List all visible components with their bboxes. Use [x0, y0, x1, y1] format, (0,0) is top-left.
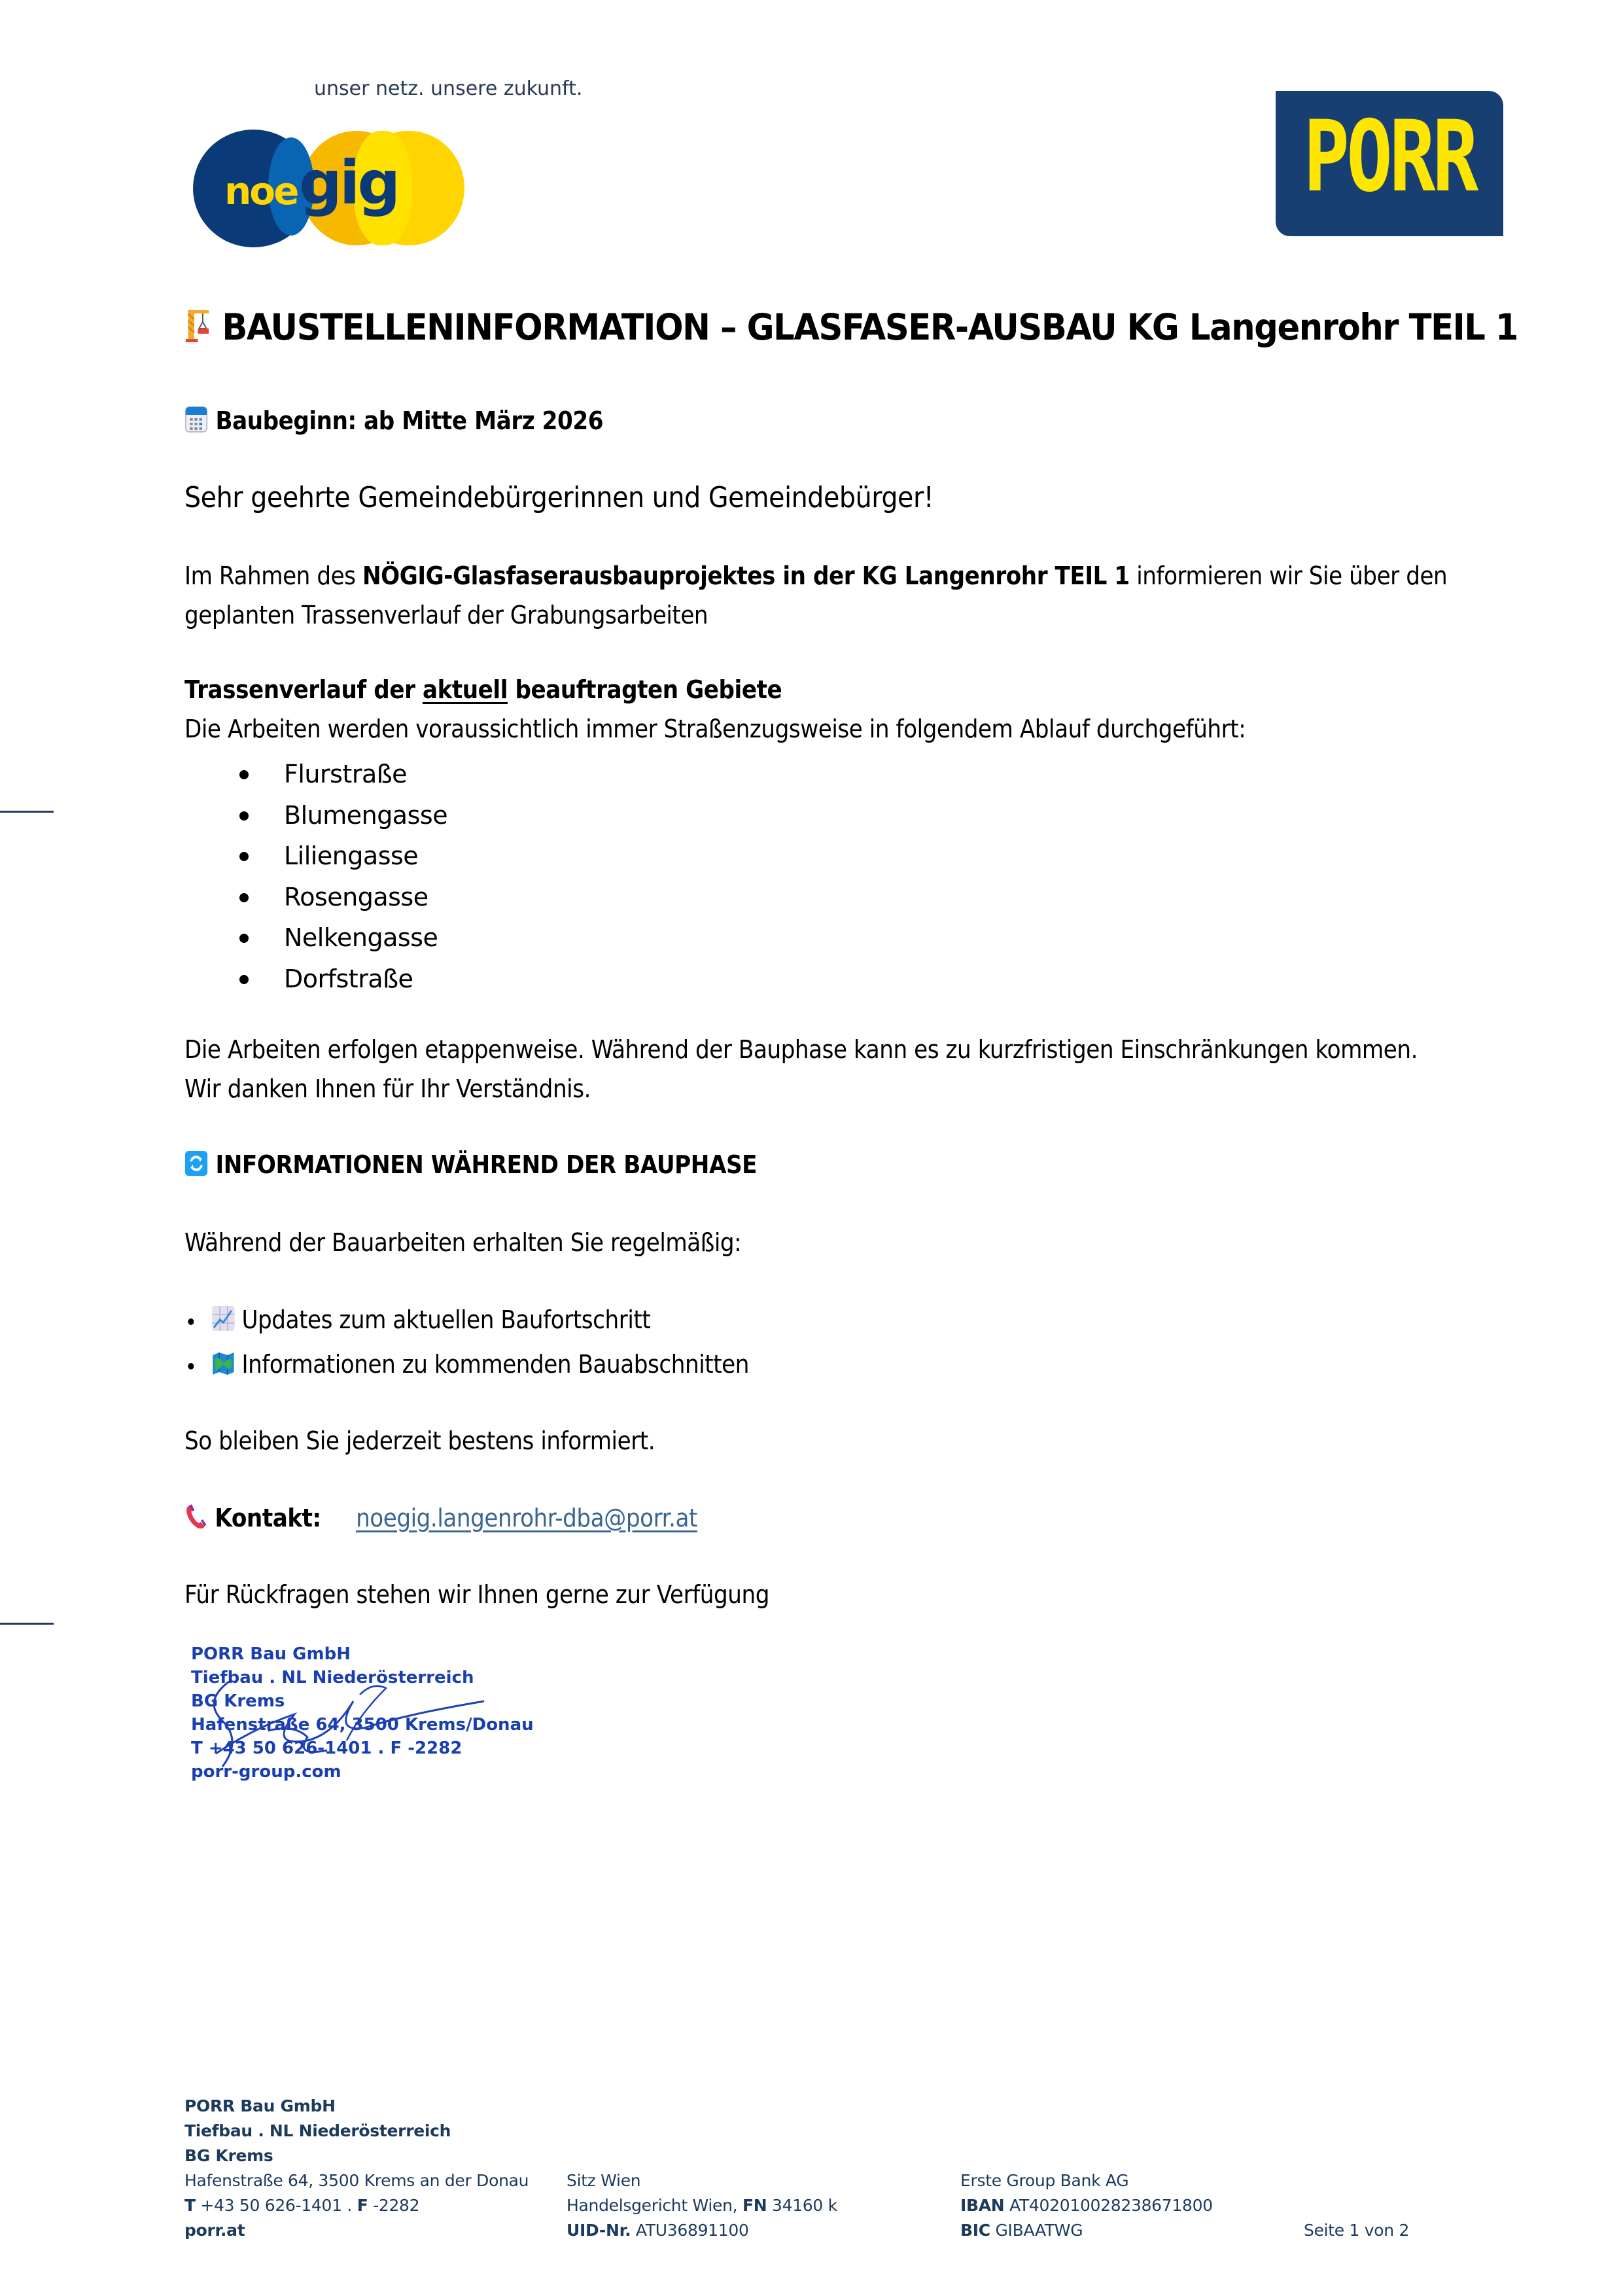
contact-email-link[interactable]: noegig.langenrohr-dba@porr.at	[356, 1504, 697, 1532]
street-name: Rosengasse	[284, 882, 428, 911]
stamp-line: PORR Bau GmbH	[191, 1644, 351, 1664]
bullet-dot	[239, 975, 249, 984]
intro-text: Im Rahmen des	[184, 561, 362, 590]
signature	[190, 1675, 491, 1780]
street-name: Blumengasse	[284, 800, 448, 830]
info-intro: Während der Bauarbeiten erhalten Sie regelmäßig:	[184, 1228, 742, 1257]
footer-company-block	[184, 2094, 529, 2243]
bullet-dot	[239, 852, 249, 861]
route-heading-post: beauftragten Gebiete	[507, 675, 782, 704]
fold-mark-bottom	[0, 1623, 54, 1625]
info-closing: So bleiben Sie jederzeit bestens informiert.	[184, 1426, 655, 1455]
route-heading-underlined: aktuell	[422, 675, 508, 704]
noegig-tagline: unser netz. unsere zukunft.	[314, 77, 583, 100]
street-name: Liliengasse	[284, 841, 419, 870]
footer-legal-block	[567, 2168, 837, 2243]
route-heading-pre: Trassenverlauf der	[184, 675, 423, 704]
footer-branch: BG Krems	[184, 2146, 273, 2165]
footer-iban-label: IBAN	[960, 2196, 1005, 2215]
footer-web: porr.at	[184, 2221, 245, 2240]
fold-mark-top	[0, 811, 54, 813]
intro-text-end: informieren wir Sie über den	[1129, 561, 1448, 590]
chart-increasing-icon	[211, 1305, 235, 1337]
footer-division: Tiefbau . NL Niederösterreich	[184, 2121, 451, 2140]
stamp-line: BG Krems	[191, 1691, 285, 1711]
street-list-item	[184, 754, 447, 795]
footer-uid-label: UID-Nr.	[567, 2221, 631, 2240]
info-item-text: Informationen zu kommenden Bauabschnitten	[241, 1350, 750, 1379]
stamp-line: Hafenstraße 64, 3500 Krems/Donau	[191, 1715, 534, 1735]
info-heading	[184, 1150, 757, 1182]
street-list-item	[184, 917, 447, 959]
stamp-line: Tiefbau . NL Niederösterreich	[191, 1668, 474, 1687]
info-heading-text: INFORMATIONEN WÄHREND DER BAUPHASE	[215, 1150, 758, 1179]
intro-line-1	[184, 561, 1447, 590]
intro-line-2: geplanten Trassenverlauf der Grabungsarbeiten	[184, 601, 708, 629]
route-description: Die Arbeiten werden voraussichtlich immer Straßenzugsweise in folgendem Ablauf durchgeführt:	[184, 715, 1246, 743]
footer-company: PORR Bau GmbH	[184, 2096, 336, 2115]
footer-phone	[184, 2193, 529, 2218]
bullet-dot	[188, 1318, 194, 1325]
stamp-line: T +43 50 626-1401 . F -2282	[191, 1739, 462, 1758]
footer-uid-value: ATU36891100	[631, 2221, 749, 2240]
footer-bank: Erste Group Bank AG	[960, 2171, 1129, 2190]
bullet-dot	[239, 934, 249, 943]
footer-address: Hafenstraße 64, 3500 Krems an der Donau	[184, 2171, 529, 2190]
bullet-dot	[239, 893, 249, 902]
footer-bic-label: BIC	[960, 2221, 990, 2240]
footer-fax-number: -2282	[368, 2196, 420, 2215]
noegig-logo-gig: gig	[299, 148, 398, 218]
street-name: Nelkengasse	[284, 923, 438, 952]
construction-crane-icon	[184, 308, 211, 351]
info-item-text: Updates zum aktuellen Baufortschritt	[241, 1305, 651, 1334]
street-list-item	[184, 877, 447, 918]
bullet-dot	[239, 770, 249, 779]
street-name: Flurstraße	[284, 760, 408, 788]
stamp-line: porr-group.com	[191, 1762, 341, 1782]
street-list	[184, 754, 447, 999]
route-heading	[184, 675, 782, 704]
contact-label: Kontakt:	[215, 1504, 321, 1532]
footer-fn: 34160 k	[767, 2196, 837, 2215]
telephone-icon	[184, 1503, 208, 1536]
footer-phone-number: +43 50 626-1401 .	[195, 2196, 357, 2215]
footer-fax-label: F	[357, 2196, 368, 2215]
questions-text: Für Rückfragen stehen wir Ihnen gerne zur Verfügung	[184, 1580, 769, 1609]
porr-logo-text: PORR	[1303, 100, 1476, 214]
street-list-item	[184, 836, 447, 877]
calendar-icon	[184, 406, 208, 439]
page-title	[184, 306, 1518, 351]
page-number: Seite 1 von 2	[1304, 2221, 1410, 2240]
title-text: BAUSTELLENINFORMATION – GLASFASER-AUSBAU KG Langenrohr TEIL 1	[222, 306, 1518, 348]
street-list-item	[184, 795, 447, 836]
info-item	[184, 1350, 749, 1382]
map-icon	[211, 1350, 235, 1382]
construction-start	[184, 406, 603, 439]
info-item	[184, 1305, 650, 1337]
street-list-item	[184, 959, 447, 1000]
project-name: NÖGIG-Glasfaserausbauprojektes in der KG Langenrohr TEIL 1	[362, 561, 1130, 590]
refresh-icon	[184, 1150, 208, 1182]
greeting: Sehr geehrte Gemeindebürgerinnen und Gemeindebürger!	[184, 481, 934, 514]
porr-logo	[1276, 91, 1503, 236]
footer-fn-label: FN	[742, 2196, 767, 2215]
street-name: Dorfstraße	[284, 964, 413, 993]
footer-bank-block	[960, 2168, 1213, 2243]
footer-court	[567, 2193, 837, 2218]
contact-row	[184, 1503, 697, 1536]
notice-line-1: Die Arbeiten erfolgen etappenweise. Während der Bauphase kann es zu kurzfristigen Einschränkungen kommen.	[184, 1035, 1418, 1064]
footer-iban-value: AT402010028238671800	[1004, 2196, 1213, 2215]
footer-iban	[960, 2193, 1213, 2218]
bullet-dot	[188, 1363, 194, 1369]
footer-court-text: Handelsgericht Wien,	[567, 2196, 742, 2215]
construction-start-text: Baubeginn: ab Mitte März 2026	[215, 406, 604, 435]
footer-bic	[960, 2218, 1213, 2243]
noegig-logo-noe: noe	[224, 169, 298, 213]
bullet-dot	[239, 811, 249, 821]
footer-seat: Sitz Wien	[567, 2171, 641, 2190]
footer-uid	[567, 2218, 837, 2243]
notice-line-2: Wir danken Ihnen für Ihr Verständnis.	[184, 1074, 591, 1103]
footer-bic-value: GIBAATWG	[990, 2221, 1083, 2240]
footer-phone-label: T	[184, 2196, 196, 2215]
